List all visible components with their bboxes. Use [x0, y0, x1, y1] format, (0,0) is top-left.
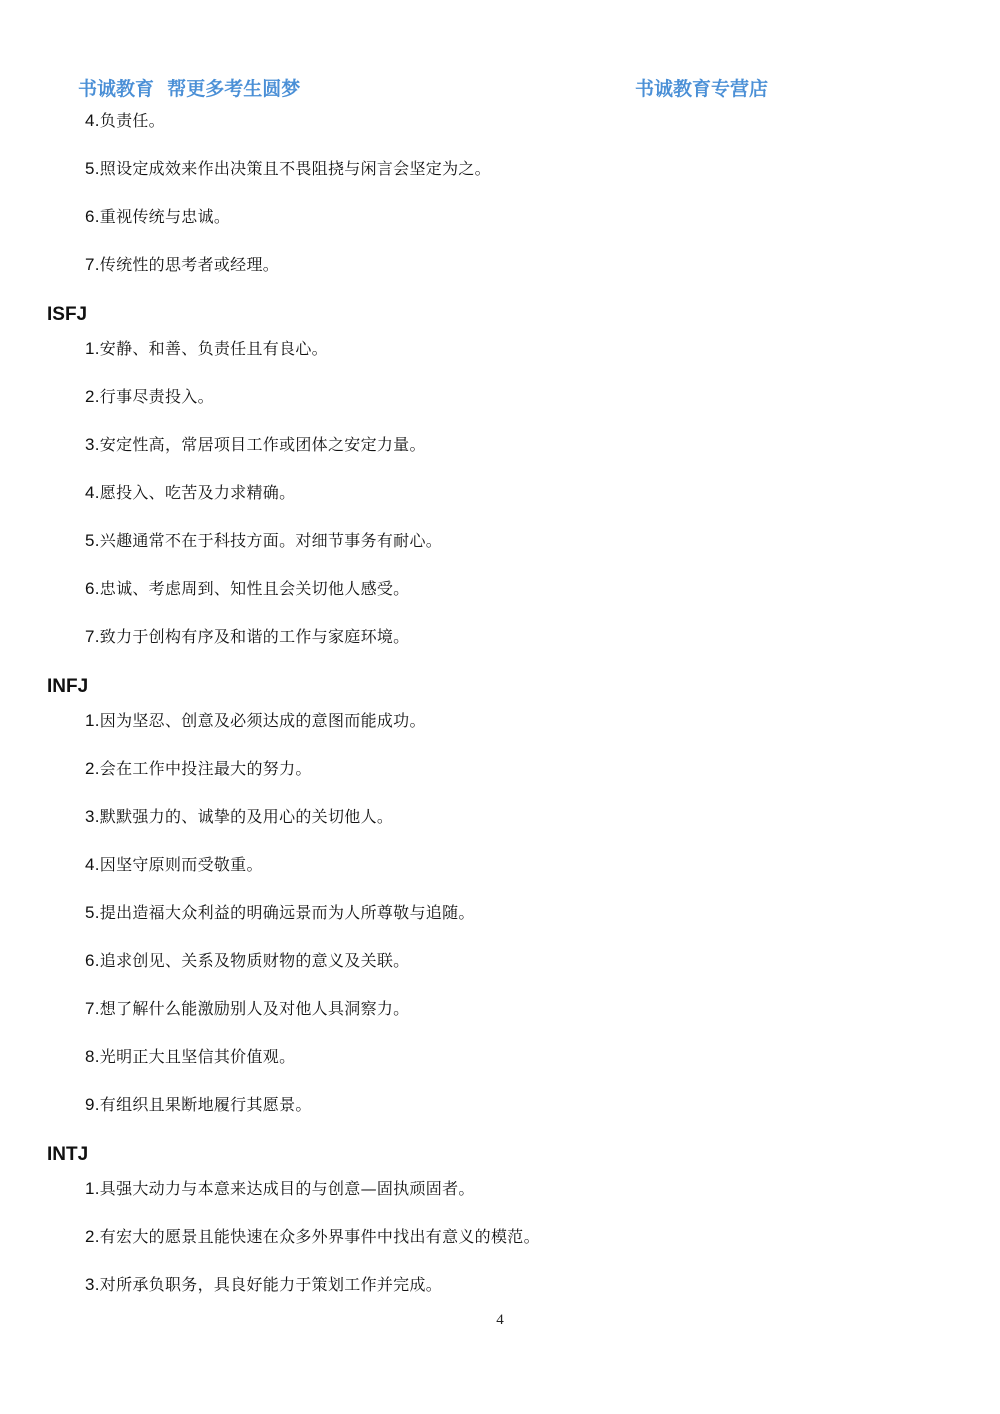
list-item — [85, 756, 1000, 804]
list-item — [85, 900, 1000, 948]
item-number: 6. — [85, 579, 100, 598]
item-text: 因为坚忍、创意及必须达成的意图而能成功。 — [99, 711, 426, 730]
item-number: 2. — [85, 1227, 100, 1246]
item-number: 2. — [85, 387, 100, 406]
section-infj — [0, 672, 1000, 1140]
list-item — [85, 1224, 1000, 1272]
item-number: 4. — [85, 855, 100, 874]
list-item — [85, 336, 1000, 384]
item-text: 对所承负职务，具良好能力于策划工作并完成。 — [99, 1275, 443, 1294]
list-item — [85, 252, 1000, 300]
section-heading: ISFJ — [47, 304, 88, 325]
item-text: 愿投入、吃苦及力求精确。 — [99, 483, 296, 502]
item-text: 致力于创构有序及和谐的工作与家庭环境。 — [99, 627, 410, 646]
list-item — [85, 156, 1000, 204]
item-number: 7. — [85, 999, 100, 1018]
list-item — [85, 708, 1000, 756]
header-left-text: 书诚教育 帮更多考生圆梦 — [78, 78, 301, 100]
list-item — [85, 624, 1000, 672]
item-text: 兴趣通常不在于科技方面。对细节事务有耐心。 — [99, 531, 443, 550]
item-text: 光明正大且坚信其价值观。 — [99, 1047, 296, 1066]
list-item — [85, 1044, 1000, 1092]
section-heading: INTJ — [47, 1144, 89, 1165]
item-text: 想了解什么能激励别人及对他人具洞察力。 — [99, 999, 410, 1018]
item-number: 8. — [85, 1047, 100, 1066]
item-text: 有宏大的愿景且能快速在众多外界事件中找出有意义的模范。 — [99, 1227, 540, 1246]
item-number: 5. — [85, 159, 100, 178]
item-text: 因坚守原则而受敬重。 — [99, 855, 263, 874]
section-intj — [0, 1140, 1000, 1320]
list-item — [85, 480, 1000, 528]
item-number: 9. — [85, 1095, 100, 1114]
item-number: 7. — [85, 627, 100, 646]
list-item — [85, 204, 1000, 252]
item-number: 2. — [85, 759, 100, 778]
item-text: 行事尽责投入。 — [99, 387, 214, 406]
item-number: 3. — [85, 1275, 100, 1294]
list-item — [85, 384, 1000, 432]
item-number: 3. — [85, 435, 100, 454]
item-text: 传统性的思考者或经理。 — [99, 255, 280, 274]
header-right-text: 书诚教育专营店 — [635, 78, 769, 100]
item-number: 5. — [85, 531, 100, 550]
item-text: 具强大动力与本意来达成目的与创意—固执顽固者。 — [99, 1179, 475, 1198]
section-continuation — [0, 108, 1000, 300]
page-number: 4 — [496, 1312, 504, 1328]
item-text: 追求创见、关系及物质财物的意义及关联。 — [99, 951, 410, 970]
item-text: 默默强力的、诚挚的及用心的关切他人。 — [99, 807, 394, 826]
list-item — [85, 528, 1000, 576]
document-body — [0, 108, 1000, 1320]
list-item — [85, 1176, 1000, 1224]
item-number: 6. — [85, 951, 100, 970]
list-item — [85, 108, 1000, 156]
item-text: 负责任。 — [99, 111, 165, 130]
item-number: 7. — [85, 255, 100, 274]
item-text: 安静、和善、负责任且有良心。 — [99, 339, 328, 358]
list-item — [85, 852, 1000, 900]
item-text: 提出造福大众利益的明确远景而为人所尊敬与追随。 — [99, 903, 475, 922]
item-text: 安定性高，常居项目工作或团体之安定力量。 — [99, 435, 426, 454]
item-text: 忠诚、考虑周到、知性且会关切他人感受。 — [99, 579, 410, 598]
section-isfj — [0, 300, 1000, 672]
item-number: 1. — [85, 339, 100, 358]
list-item — [85, 576, 1000, 624]
item-number: 4. — [85, 483, 100, 502]
item-number: 6. — [85, 207, 100, 226]
item-number: 1. — [85, 711, 100, 730]
item-number: 3. — [85, 807, 100, 826]
list-item — [85, 432, 1000, 480]
item-text: 会在工作中投注最大的努力。 — [99, 759, 312, 778]
list-item — [85, 804, 1000, 852]
item-number: 5. — [85, 903, 100, 922]
item-number: 1. — [85, 1179, 100, 1198]
section-heading: INFJ — [47, 676, 89, 697]
item-text: 重视传统与忠诚。 — [99, 207, 231, 226]
list-item — [85, 948, 1000, 996]
item-text: 照设定成效来作出决策且不畏阻挠与闲言会坚定为之。 — [99, 159, 491, 178]
list-item — [85, 996, 1000, 1044]
page-header — [0, 74, 1000, 104]
item-number: 4. — [85, 111, 100, 130]
item-text: 有组织且果断地履行其愿景。 — [99, 1095, 312, 1114]
list-item — [85, 1092, 1000, 1140]
